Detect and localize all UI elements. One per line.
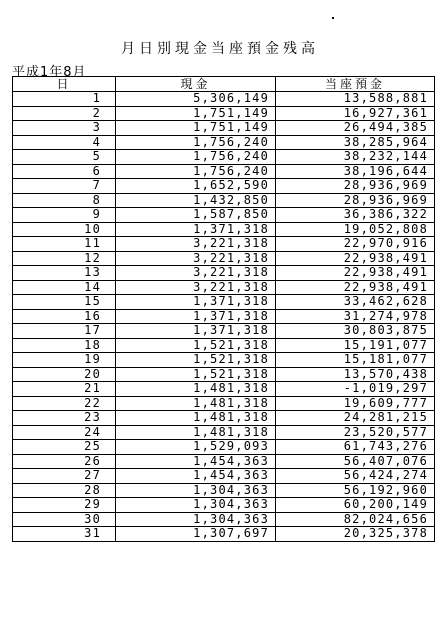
table-row — [13, 483, 435, 498]
table-row — [13, 179, 435, 194]
table-row — [13, 454, 435, 469]
checking-deposit-cell: 15,191,077 — [276, 338, 435, 353]
checking-deposit-cell: 23,520,577 — [276, 425, 435, 440]
cash-cell: 1,521,318 — [116, 353, 276, 368]
scan-speck — [332, 17, 334, 19]
cash-cell: 3,221,318 — [116, 251, 276, 266]
cash-cell: 1,307,697 — [116, 527, 276, 542]
table-row — [13, 280, 435, 295]
table-row — [13, 164, 435, 179]
column-header-checking-deposit: 当座預金 — [276, 77, 435, 92]
page-title: 月日別現金当座預金残高 — [121, 41, 319, 57]
day-cell: 7 — [13, 179, 116, 194]
cash-cell: 1,652,590 — [116, 179, 276, 194]
cash-cell: 1,432,850 — [116, 193, 276, 208]
checking-deposit-cell: 22,938,491 — [276, 280, 435, 295]
cash-cell: 1,454,363 — [116, 454, 276, 469]
cash-cell: 1,371,318 — [116, 295, 276, 310]
day-cell: 15 — [13, 295, 116, 310]
day-cell: 13 — [13, 266, 116, 281]
cash-cell: 1,521,318 — [116, 367, 276, 382]
day-cell: 2 — [13, 106, 116, 121]
table-body — [13, 92, 435, 542]
table-row — [13, 440, 435, 455]
table-row — [13, 353, 435, 368]
checking-deposit-cell: 15,181,077 — [276, 353, 435, 368]
checking-deposit-cell: 19,609,777 — [276, 396, 435, 411]
cash-cell: 1,756,240 — [116, 164, 276, 179]
period-label: 平成1年8月 — [12, 65, 87, 80]
table-row — [13, 295, 435, 310]
cash-cell: 1,751,149 — [116, 106, 276, 121]
day-cell: 4 — [13, 135, 116, 150]
table-row — [13, 324, 435, 339]
table-row — [13, 425, 435, 440]
checking-deposit-cell: 22,938,491 — [276, 266, 435, 281]
table-row — [13, 237, 435, 252]
cash-cell: 3,221,318 — [116, 266, 276, 281]
table-row — [13, 208, 435, 223]
column-header-cash: 現金 — [116, 77, 276, 92]
cash-cell: 1,529,093 — [116, 440, 276, 455]
day-cell: 30 — [13, 512, 116, 527]
table-row — [13, 309, 435, 324]
checking-deposit-cell: 38,232,144 — [276, 150, 435, 165]
table-row — [13, 498, 435, 513]
checking-deposit-cell: 22,938,491 — [276, 251, 435, 266]
cash-cell: 1,756,240 — [116, 135, 276, 150]
day-cell: 22 — [13, 396, 116, 411]
cash-cell: 1,481,318 — [116, 382, 276, 397]
day-cell: 25 — [13, 440, 116, 455]
checking-deposit-cell: 38,285,964 — [276, 135, 435, 150]
table-row — [13, 222, 435, 237]
balance-table — [12, 76, 435, 542]
cash-cell: 1,756,240 — [116, 150, 276, 165]
table-row — [13, 150, 435, 165]
cash-cell: 1,587,850 — [116, 208, 276, 223]
cash-cell: 3,221,318 — [116, 237, 276, 252]
table-header-row — [13, 77, 435, 92]
table-row — [13, 251, 435, 266]
table-row — [13, 411, 435, 426]
table-row — [13, 193, 435, 208]
checking-deposit-cell: 82,024,656 — [276, 512, 435, 527]
table-row — [13, 527, 435, 542]
checking-deposit-cell: 13,570,438 — [276, 367, 435, 382]
table-row — [13, 512, 435, 527]
checking-deposit-cell: 28,936,969 — [276, 179, 435, 194]
cash-cell: 1,454,363 — [116, 469, 276, 484]
day-cell: 3 — [13, 121, 116, 136]
table-row — [13, 135, 435, 150]
checking-deposit-cell: 56,424,274 — [276, 469, 435, 484]
checking-deposit-cell: 33,462,628 — [276, 295, 435, 310]
table-row — [13, 92, 435, 107]
table-row — [13, 121, 435, 136]
cash-cell: 1,371,318 — [116, 324, 276, 339]
checking-deposit-cell: 31,274,978 — [276, 309, 435, 324]
cash-cell: 1,304,363 — [116, 483, 276, 498]
day-cell: 21 — [13, 382, 116, 397]
checking-deposit-cell: 24,281,215 — [276, 411, 435, 426]
cash-cell: 1,521,318 — [116, 338, 276, 353]
checking-deposit-cell: 56,192,960 — [276, 483, 435, 498]
table-row — [13, 338, 435, 353]
cash-cell: 3,221,318 — [116, 280, 276, 295]
day-cell: 16 — [13, 309, 116, 324]
checking-deposit-cell: 36,386,322 — [276, 208, 435, 223]
table-row — [13, 382, 435, 397]
day-cell: 5 — [13, 150, 116, 165]
day-cell: 12 — [13, 251, 116, 266]
day-cell: 10 — [13, 222, 116, 237]
table-row — [13, 396, 435, 411]
checking-deposit-cell: 30,803,875 — [276, 324, 435, 339]
day-cell: 20 — [13, 367, 116, 382]
checking-deposit-cell: 60,200,149 — [276, 498, 435, 513]
day-cell: 19 — [13, 353, 116, 368]
checking-deposit-cell: 26,494,385 — [276, 121, 435, 136]
day-cell: 11 — [13, 237, 116, 252]
cash-cell: 1,481,318 — [116, 425, 276, 440]
checking-deposit-cell: -1,019,297 — [276, 382, 435, 397]
checking-deposit-cell: 13,588,881 — [276, 92, 435, 107]
checking-deposit-cell: 22,970,916 — [276, 237, 435, 252]
table-row — [13, 266, 435, 281]
table-row — [13, 367, 435, 382]
day-cell: 17 — [13, 324, 116, 339]
day-cell: 26 — [13, 454, 116, 469]
cash-cell: 1,481,318 — [116, 396, 276, 411]
table-row — [13, 469, 435, 484]
cash-cell: 1,751,149 — [116, 121, 276, 136]
checking-deposit-cell: 61,743,276 — [276, 440, 435, 455]
column-header-day: 日 — [13, 77, 116, 92]
checking-deposit-cell: 20,325,378 — [276, 527, 435, 542]
cash-cell: 1,304,363 — [116, 512, 276, 527]
day-cell: 9 — [13, 208, 116, 223]
day-cell: 14 — [13, 280, 116, 295]
day-cell: 6 — [13, 164, 116, 179]
day-cell: 8 — [13, 193, 116, 208]
cash-cell: 1,481,318 — [116, 411, 276, 426]
day-cell: 31 — [13, 527, 116, 542]
cash-cell: 1,304,363 — [116, 498, 276, 513]
table-row — [13, 106, 435, 121]
checking-deposit-cell: 19,052,808 — [276, 222, 435, 237]
day-cell: 23 — [13, 411, 116, 426]
checking-deposit-cell: 38,196,644 — [276, 164, 435, 179]
cash-cell: 1,371,318 — [116, 309, 276, 324]
day-cell: 27 — [13, 469, 116, 484]
checking-deposit-cell: 16,927,361 — [276, 106, 435, 121]
cash-cell: 5,306,149 — [116, 92, 276, 107]
checking-deposit-cell: 56,407,076 — [276, 454, 435, 469]
day-cell: 28 — [13, 483, 116, 498]
day-cell: 24 — [13, 425, 116, 440]
checking-deposit-cell: 28,936,969 — [276, 193, 435, 208]
cash-cell: 1,371,318 — [116, 222, 276, 237]
day-cell: 1 — [13, 92, 116, 107]
day-cell: 18 — [13, 338, 116, 353]
day-cell: 29 — [13, 498, 116, 513]
